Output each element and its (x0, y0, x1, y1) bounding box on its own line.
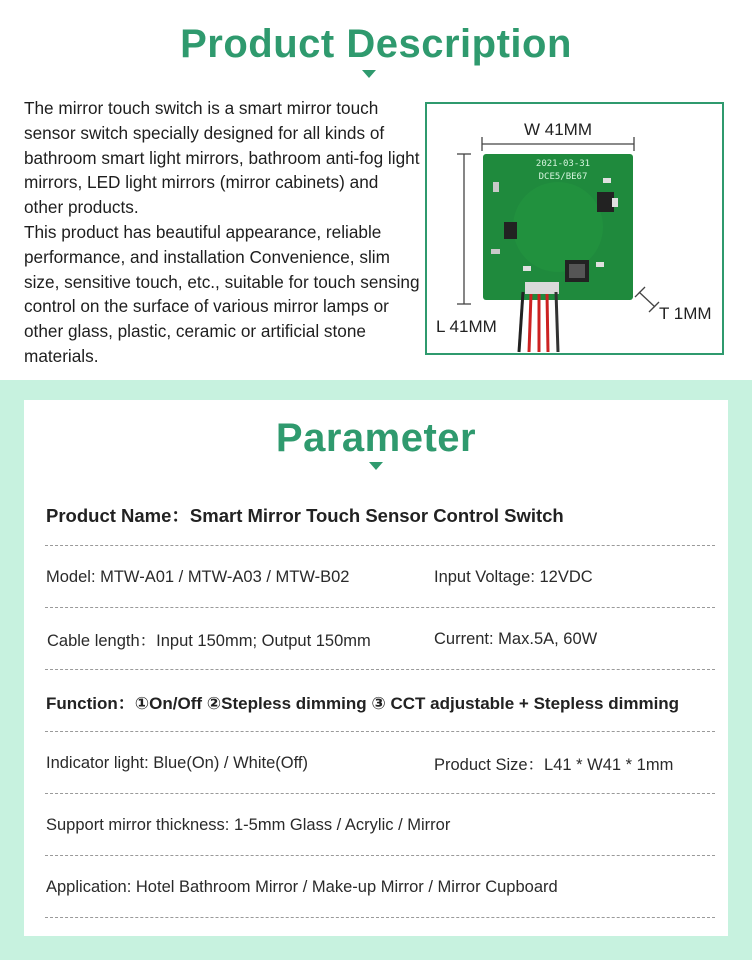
description-paragraph-1: The mirror touch switch is a smart mirror touch sensor switch specially designed for all kinds of bathroom smart light mirrors, bathroom anti-fog light mirrors, LED light mirrors (mirror cabinets) and other products. (24, 98, 420, 218)
function: Function：①On/Off ②Stepless dimming ③ CCT adjustable + Stepless dimming (46, 693, 680, 713)
description-text (24, 96, 420, 369)
mirror-thickness: Support mirror thickness: 1-5mm Glass / Acrylic / Mirror (46, 815, 451, 834)
description-paragraph-2: This product has beautiful appearance, reliable performance, and installation Convenience, slim size, sensitive touch, etc., suitable for touch sensing control on the surface of various mirror lamps or other glass, plastic, ceramic or artificial stone materials. (24, 221, 420, 366)
parameter-card (24, 400, 728, 936)
row-cable (45, 608, 715, 670)
pcb-diagram (427, 104, 724, 355)
application: Application: Hotel Bathroom Mirror / Make-up Mirror / Mirror Cupboard (46, 877, 558, 896)
thickness-dimension-line (639, 292, 655, 307)
product-description-title: Product Description (180, 22, 572, 66)
parameter-section (0, 380, 752, 960)
title-caret-icon (362, 70, 376, 78)
current: Current: Max.5A, 60W (434, 629, 598, 648)
length-label: L 41MM (436, 317, 497, 336)
thickness-label: T 1MM (659, 304, 712, 323)
model: Model: MTW-A01 / MTW-A03 / MTW-B02 (46, 567, 350, 586)
row-product-name (45, 484, 715, 546)
row-indicator (45, 732, 715, 794)
row-function (45, 670, 715, 732)
input-voltage: Input Voltage: 12VDC (434, 567, 593, 586)
board-date: 2021-03-31 (535, 159, 591, 169)
row-model (45, 546, 715, 608)
product-size: Product Size：L41 * W41 * 1mm (434, 756, 674, 774)
parameter-caret-icon (369, 462, 383, 470)
row-mirror-thickness (45, 794, 715, 856)
indicator-light: Indicator light: Blue(On) / White(Off) (46, 753, 308, 772)
width-label: W 41MM (524, 120, 592, 139)
product-photo (425, 102, 724, 355)
product-name: Product Name：Smart Mirror Touch Sensor Control Switch (46, 505, 564, 526)
board-code: DCE5/BE67 (538, 172, 588, 182)
parameter-title: Parameter (275, 416, 477, 460)
row-application (45, 856, 715, 918)
product-description-section (0, 0, 752, 380)
cable-length: Cable length：Input 150mm; Output 150mm (47, 632, 371, 650)
